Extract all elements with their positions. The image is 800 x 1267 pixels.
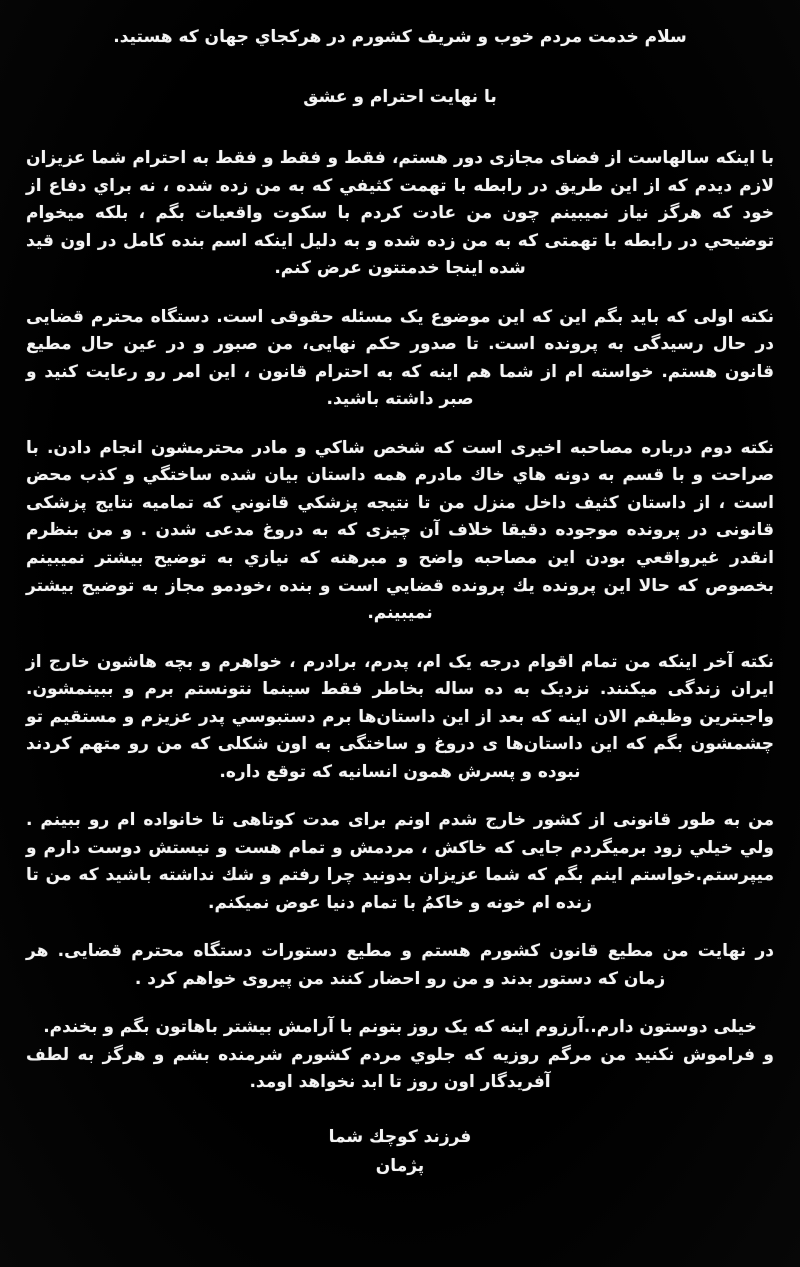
paragraph-first-point: نکته اولی که باید بگم این که این موضوع یک مسئله حقوقی است. دستگاه محترم قضایی در حال رسیدگی به پرونده است. تا صدور حکم نهایی، من صبور و در عین حال مطیع قانون هستم. خواسته ام از شما هم اینه که به احترام قانون ، این امر رو رعایت کنید و صبر داشته باشید.	[26, 306, 774, 410]
paragraph-second-point: نکته دوم درباره مصاحبه اخیری است که شخص شاکي و مادر محترمشون انجام دادن. با صراحت و با قسم به دونه هاي خاك مادرم همه داستان بیان شده ساختگي و کذب محض است ، از داستان کثیف داخل منزل من تا نتیجه پزشکي قانوني که تمامیه نتایج پزشکی قانونی در پرونده موجوده دقیقا خلاف آن چیزی که به دروغ مدعی شدن . و من بنظرم انقدر غیرواقعي بودن این مصاحبه واضح و مبرهنه که نیازي به توضیح بیشتر نمیبینم بخصوص که حالا این پرونده یك پرونده قضایي است و بنده ،خودمو مجاز به توضیح بیشتر نمیبینم.	[26, 437, 774, 624]
paragraph-leaving-country: من به طور قانونی از کشور خارج شدم اونم برای مدت کوتاهی تا خانواده ام رو ببینم . ولي خیلي زود برمیگردم جایی که خاکش ، مردمش و تمام هست و نیستش دوست دارم و میپرستم.خواستم اینم بگم که شما عزیزان بدونید چرا رفتم و شك نداشته باشید که من تا زنده ام خونه و خاکمُ با تمام دنیا عوض نمیکنم.	[26, 810, 774, 913]
closing-block	[26, 1014, 774, 1097]
paragraph-obedience: در نهایت من مطیع قانون کشورم هستم و مطیع دستورات دستگاه محترم قضایی. هر زمان که دستور بدند و من رو احضار کنند من پیروی خواهم کرد .	[26, 941, 774, 989]
paragraph-intro: با اینکه سالهاست از فضای مجازی دور هستم، فقط و فقط و فقط به احترام شما عزیزان لازم دیدم که از این طریق در رابطه با تهمت کثیفي که به من زده شده ، نه براي دفاع از خود که هرگز نیاز نمیبینم چون من عادت کردم با سکوت واقعیات بگم ، بلکه میخوام توضیحي در رابطه با تهمتی که به من زده شده و به دلیل اینکه اسم بنده کامل در اون قید شده اینجا خدمتتون عرض کنم.	[26, 148, 774, 279]
greeting-line: سلام خدمت مردم خوب و شریف کشورم در هرکجاي جهان که هستید.	[113, 27, 687, 47]
signature-name: پژمان	[375, 1155, 425, 1176]
closing-promise: و فراموش نکنید من مرگم روزیه که جلوي مردم کشورم شرمنده بشم و هرگز به لطف آفریدگار اون روز تا ابد نخواهد اومد.	[26, 1044, 774, 1093]
paragraph-last-point: نکته آخر اینکه من تمام اقوام درجه یک ام، پدرم، برادرم ، خواهرم و بچه هاشون خارج از ایران زندگی میکنند. نزدیک به ده ساله بخاطر فقط سینما نتونستم برم و ببینمشون. واجبترین وظیفم الان اینه که بعد از این داستان‌ها برم دستبوسي پدر عزیزم و مستقیم تو چشمشون بگم که این داستان‌ها ی دروغ و ساختگی به اون شکلی که من رو متهم کردند نبوده و پسرش همون انسانیه که توقع داره.	[26, 651, 774, 782]
signature-role: فرزند کوچك شما	[328, 1127, 472, 1147]
closing-wish: خیلی دوستون دارم..آرزوم اینه که یک روز بتونم با آرامش بیشتر باهاتون بگم و بخندم.	[43, 1017, 757, 1038]
salutation-line: با نهایت احترام و عشق	[303, 86, 497, 107]
signature-block	[26, 1123, 774, 1181]
